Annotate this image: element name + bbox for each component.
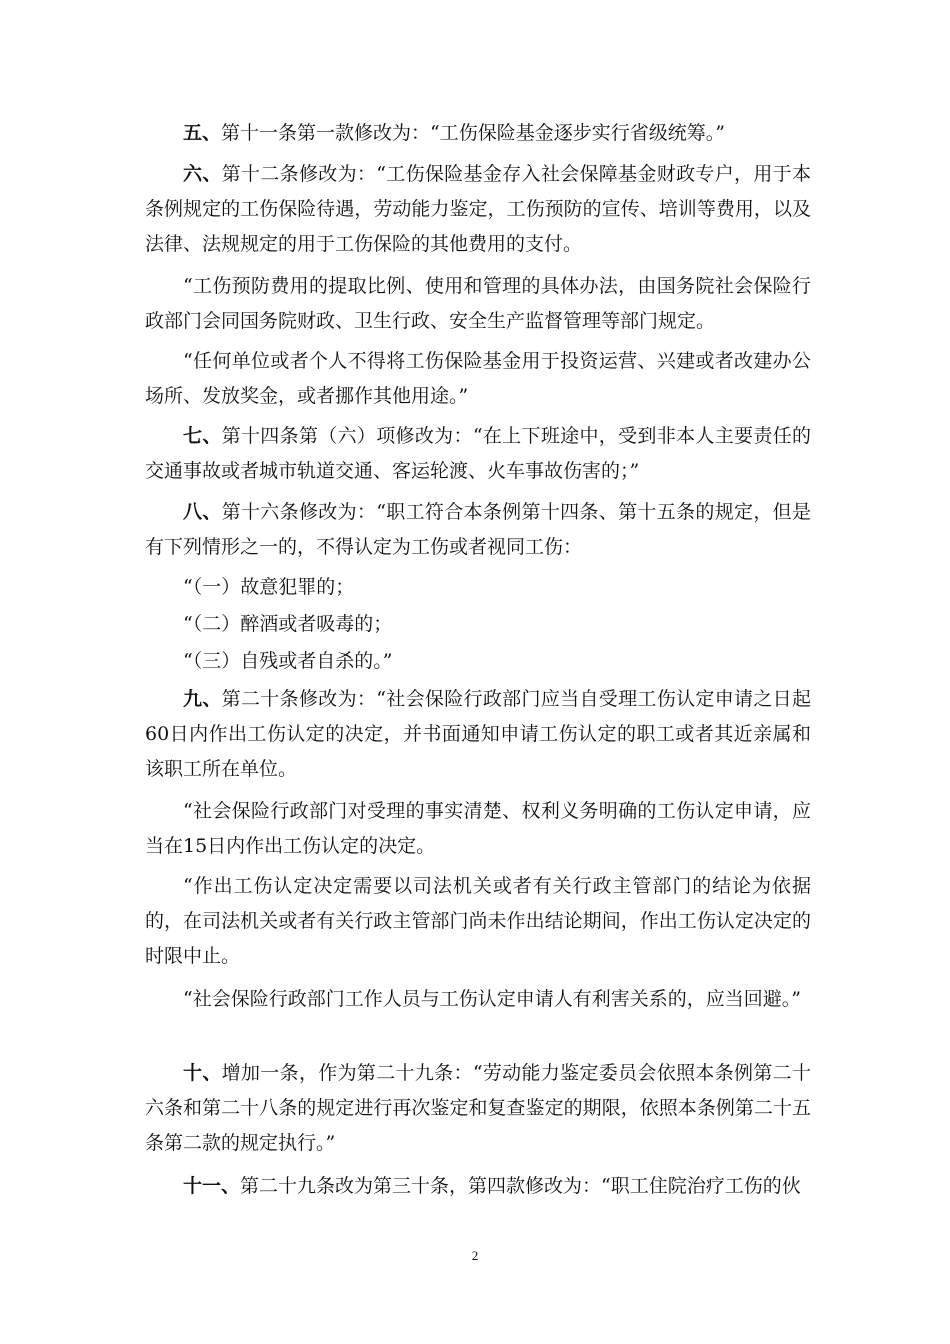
paragraph-7	[145, 419, 811, 489]
item-label: 六、	[183, 163, 222, 185]
page-number: 2	[471, 1248, 479, 1263]
paragraph-text: “社会保险行政部门对受理的事实清楚、权利义务明确的工伤认定申请，应当在15日内作出工伤认定的决定。	[145, 800, 811, 858]
paragraph-text: 第十四条第（六）项修改为：“在上下班途中，受到非本人主要责任的交通事故或者城市轨道交通、客运轮渡、火车事故伤害的；”	[145, 425, 811, 483]
paragraph-8-3	[145, 644, 811, 679]
paragraph-text: “作出工伤认定决定需要以司法机关或者有关行政主管部门的结论为依据的，在司法机关或者有关行政主管部门尚未作出结论期间，作出工伤认定决定的时限中止。	[145, 875, 811, 968]
paragraph-text: 增加一条，作为第二十九条：“劳动能力鉴定委员会依照本条例第二十六条和第二十八条的规定进行再次鉴定和复查鉴定的期限，依照本条例第二十五条第二款的规定执行。”	[145, 1062, 811, 1155]
paragraph-10	[145, 1056, 811, 1162]
paragraph-8	[145, 495, 811, 565]
item-label: 十一、	[183, 1175, 241, 1197]
item-label: 十、	[183, 1062, 222, 1084]
paragraph-11	[145, 1169, 811, 1204]
item-label: 七、	[183, 425, 222, 447]
paragraph-text: 第十一条第一款修改为：“工伤保险基金逐步实行省级统筹。”	[221, 122, 725, 144]
paragraph-9-4	[145, 982, 811, 1017]
paragraph-text: “社会保险行政部门工作人员与工伤认定申请人有利害关系的，应当回避。”	[183, 988, 801, 1010]
paragraph-6	[145, 157, 811, 263]
paragraph-text: 第十二条修改为：“工伤保险基金存入社会保障基金财政专户，用于本条例规定的工伤保险待遇，劳动能力鉴定，工伤预防的宣传、培训等费用，以及法律、法规规定的用于工伤保险的其他费用的支付。	[145, 163, 811, 256]
paragraph-6-3	[145, 344, 811, 414]
paragraph-text: “（三）自残或者自杀的。”	[183, 650, 393, 672]
paragraph-text: “（二）醉酒或者吸毒的；	[183, 613, 393, 635]
item-label: 八、	[183, 501, 222, 523]
paragraph-text: 第十六条修改为：“职工符合本条例第十四条、第十五条的规定，但是有下列情形之一的，不得认定为工伤或者视同工伤：	[145, 501, 811, 559]
paragraph-9	[145, 682, 811, 788]
paragraph-5	[145, 116, 811, 151]
paragraph-8-2	[145, 607, 811, 642]
paragraph-text: “任何单位或者个人不得将工伤保险基金用于投资运营、兴建或者改建办公场所、发放奖金，或者挪作其他用途。”	[145, 350, 811, 408]
paragraph-text: “工伤预防费用的提取比例、使用和管理的具体办法，由国务院社会保险行政部门会同国务院财政、卫生行政、安全生产监督管理等部门规定。	[145, 275, 811, 333]
paragraph-text: 第二十条修改为：“社会保险行政部门应当自受理工伤认定申请之日起60日内作出工伤认定的决定，并书面通知申请工伤认定的职工或者其近亲属和该职工所在单位。	[145, 688, 811, 781]
item-label: 九、	[183, 688, 222, 710]
paragraph-text: 第二十九条改为第三十条，第四款修改为：“职工住院治疗工伤的伙	[240, 1175, 801, 1197]
paragraph-8-1	[145, 570, 811, 605]
paragraph-text: “（一）故意犯罪的；	[183, 576, 355, 598]
paragraph-9-3	[145, 869, 811, 975]
item-label: 五、	[183, 122, 222, 144]
paragraph-6-2	[145, 269, 811, 339]
paragraph-9-2	[145, 794, 811, 864]
